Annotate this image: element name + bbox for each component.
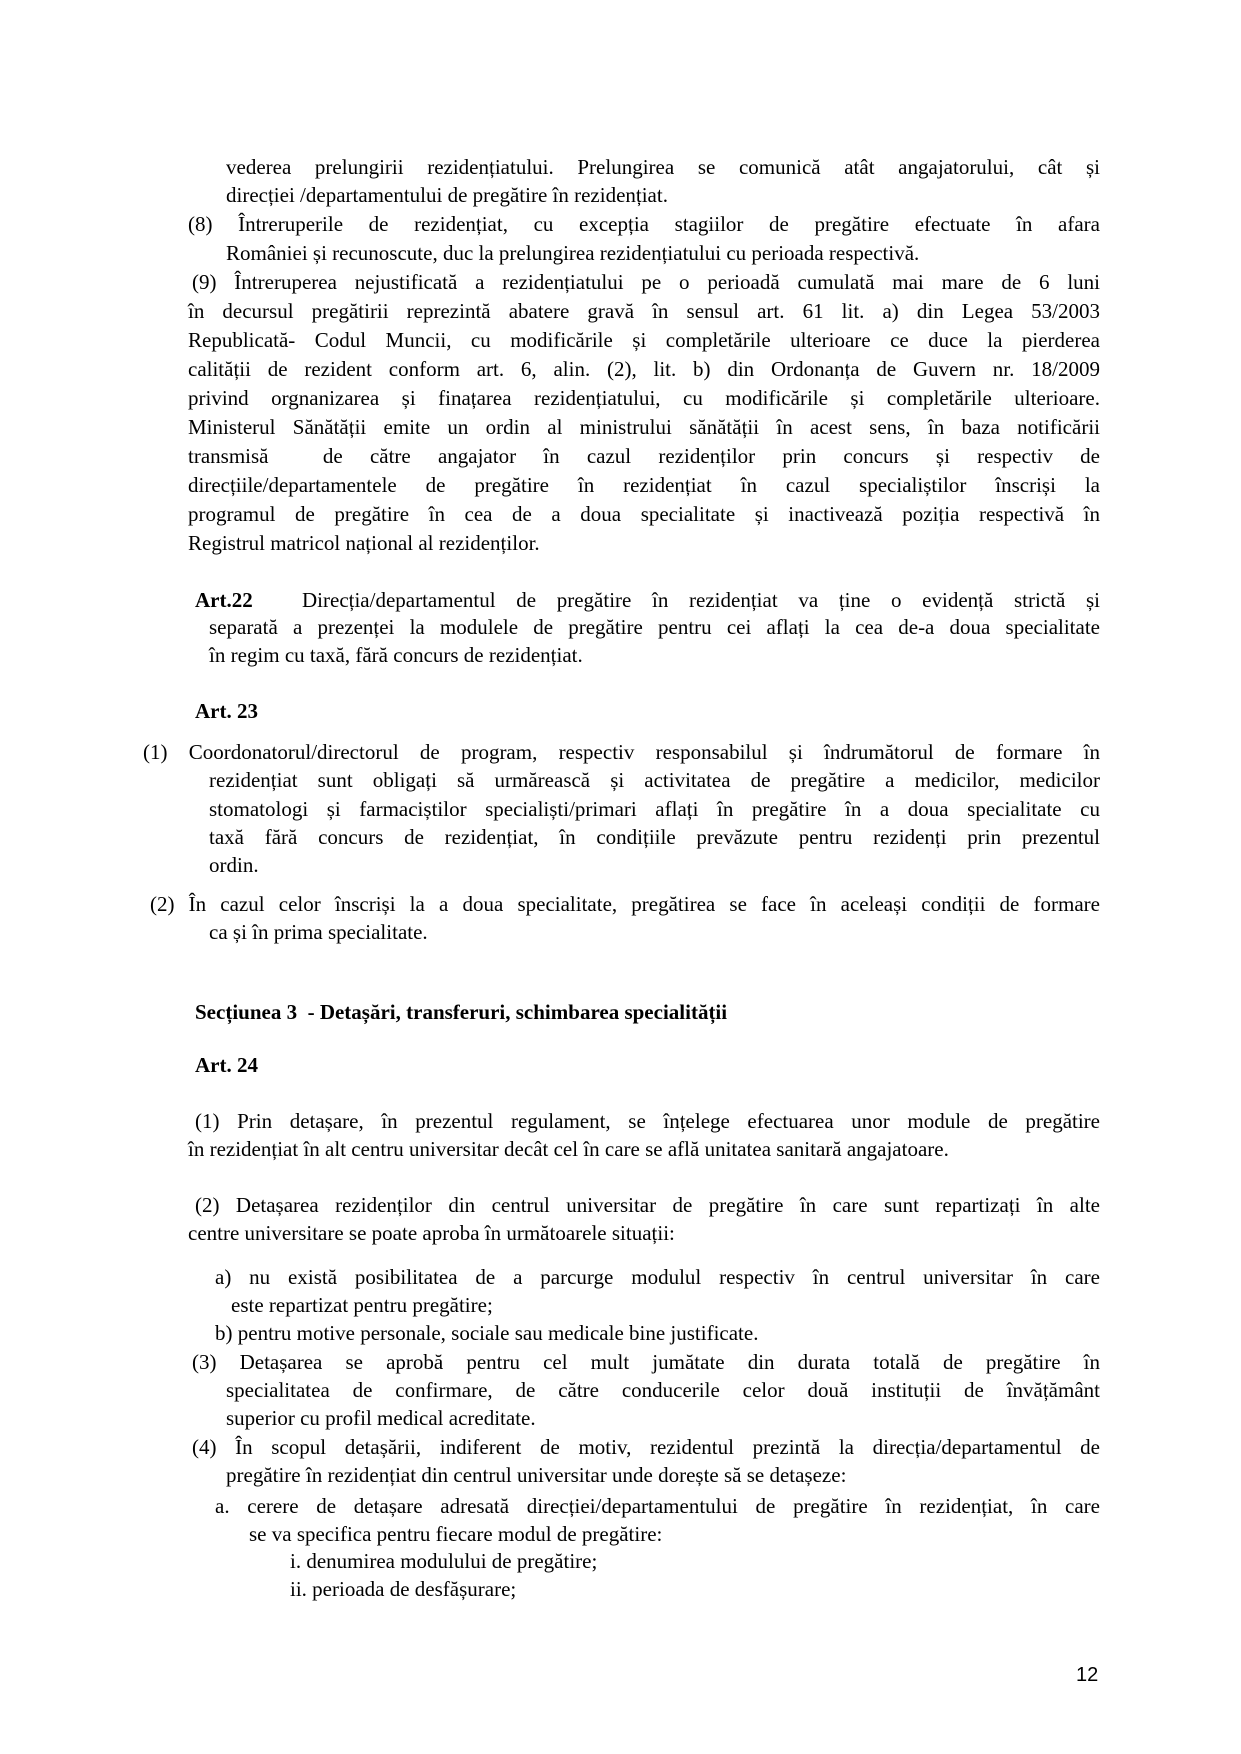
article-24-p2-line: centre universitare se poate aproba în următoarele situații: <box>188 1221 675 1245</box>
article-24-p1-line: (1) Prin detașare, în prezentul regulament, se înțelege efectuarea unor module de pregătire <box>195 1109 1100 1133</box>
article-24-p4a-line: se va specifica pentru fiecare modul de pregătire: <box>249 1522 663 1546</box>
paragraph-9-line: Ministerul Sănătății emite un ordin al ministrului sănătății în acest sens, în baza notificării <box>188 415 1100 439</box>
article-24-p4a-item-i: i. denumirea modulului de pregătire; <box>290 1549 598 1573</box>
paragraph-9-line: privind orgnanizarea și finațarea rezidențiatului, cu modificările și completările ulterioare. <box>188 386 1100 410</box>
article-23-p1-line: (1) Coordonatorul/directorul de program, respectiv responsabilul și îndrumătorul de formare în <box>143 740 1100 764</box>
article-23-heading: Art. 23 <box>195 699 258 723</box>
article-22-line: în regim cu taxă, fără concurs de rezidențiat. <box>209 643 583 667</box>
article-22-heading: Art.22 <box>195 588 253 612</box>
article-24-p4a-item-ii: ii. perioada de desfășurare; <box>290 1577 517 1601</box>
article-24-item-a-line: este repartizat pentru pregătire; <box>231 1293 493 1317</box>
paragraph-8-line: (8) Întreruperile de rezidențiat, cu excepția stagiilor de pregătire efectuate în afara <box>188 212 1100 236</box>
article-23-p1-line: rezidențiat sunt obligați să urmărească și activitatea de pregătire a medicilor, medicilor <box>209 768 1100 792</box>
article-24-item-a-line: a) nu există posibilitatea de a parcurge modulul respectiv în centrul universitar în care <box>215 1265 1100 1289</box>
article-24-item-b: b) pentru motive personale, sociale sau medicale bine justificate. <box>215 1321 759 1345</box>
paragraph-9-line: programul de pregătire în cea de a doua specialitate și inactivează poziția respectivă în <box>188 502 1100 526</box>
article-22-line: Direcția/departamentul de pregătire în rezidențiat va ține o evidență strictă și <box>302 588 1100 612</box>
paragraph-9-line: Republicată- Codul Muncii, cu modificările și completările ulterioare ce duce la pierderea <box>188 328 1100 352</box>
article-23-p1-line: taxă fără concurs de rezidențiat, în condițiile prevăzute pentru rezidenți prin prezentul <box>209 825 1100 849</box>
paragraph-9-line: transmisă de către angajator în cazul rezidenților prin concurs și respectiv de <box>188 444 1100 468</box>
section-3-title: Secțiunea 3 - Detașări, transferuri, schimbarea specialității <box>195 1000 728 1024</box>
article-24-p3-line: specialitatea de confirmare, de către conducerile celor două instituții de învățământ <box>226 1378 1100 1402</box>
paragraph-9-line: Registrul matricol național al rezidenților. <box>188 531 540 555</box>
paragraph-9-line: direcțiile/departamentele de pregătire în rezidențiat în cazul specialiștilor înscriși la <box>188 473 1100 497</box>
article-23-p2-line: (2) În cazul celor înscriși la a doua specialitate, pregătirea se face în aceleași condiții de formare <box>150 892 1100 916</box>
article-24-p4-line: (4) În scopul detașării, indiferent de motiv, rezidentul prezintă la direcția/departamentul de <box>192 1435 1100 1459</box>
article-24-p3-line: (3) Detașarea se aprobă pentru cel mult jumătate din durata totală de pregătire în <box>192 1350 1100 1374</box>
page-number: 12 <box>1076 1664 1099 1686</box>
article-24-heading: Art. 24 <box>195 1053 258 1077</box>
paragraph-9-line: (9) Întreruperea nejustificată a rezidențiatului pe o perioadă cumulată mai mare de 6 luni <box>192 270 1100 294</box>
article-23-p1-line: ordin. <box>209 853 259 877</box>
article-24-p4a-line: a. cerere de detașare adresată direcției/departamentului de pregătire în rezidențiat, în care <box>215 1494 1100 1518</box>
paragraph-line: direcției /departamentului de pregătire în rezidențiat. <box>226 183 668 207</box>
article-24-p3-line: superior cu profil medical acreditate. <box>226 1406 536 1430</box>
article-23-p1-line: stomatologi și farmaciștilor specialiști/primari aflați în pregătire în a doua specialitate cu <box>209 797 1100 821</box>
paragraph-line: vederea prelungirii rezidențiatului. Prelungirea se comunică atât angajatorului, cât și <box>226 155 1100 179</box>
paragraph-9-line: calității de rezident conform art. 6, alin. (2), lit. b) din Ordonanța de Guvern nr. 18/2009 <box>188 357 1100 381</box>
paragraph-8-line: României și recunoscute, duc la prelungirea rezidențiatului cu perioada respectivă. <box>226 241 920 265</box>
article-22-line: separată a prezenței la modulele de pregătire pentru cei aflați la cea de-a doua specialitate <box>209 615 1100 639</box>
article-23-p2-line: ca și în prima specialitate. <box>209 920 428 944</box>
paragraph-9-line: în decursul pregătirii reprezintă abatere gravă în sensul art. 61 lit. a) din Legea 53/2003 <box>188 299 1100 323</box>
article-24-p4-line: pregătire în rezidențiat din centrul universitar unde dorește să se detașeze: <box>226 1463 847 1487</box>
article-24-p2-line: (2) Detașarea rezidenților din centrul universitar de pregătire în care sunt repartizați în alte <box>195 1193 1100 1217</box>
article-24-p1-line: în rezidențiat în alt centru universitar decât cel în care se află unitatea sanitară angajatoare. <box>188 1137 949 1161</box>
